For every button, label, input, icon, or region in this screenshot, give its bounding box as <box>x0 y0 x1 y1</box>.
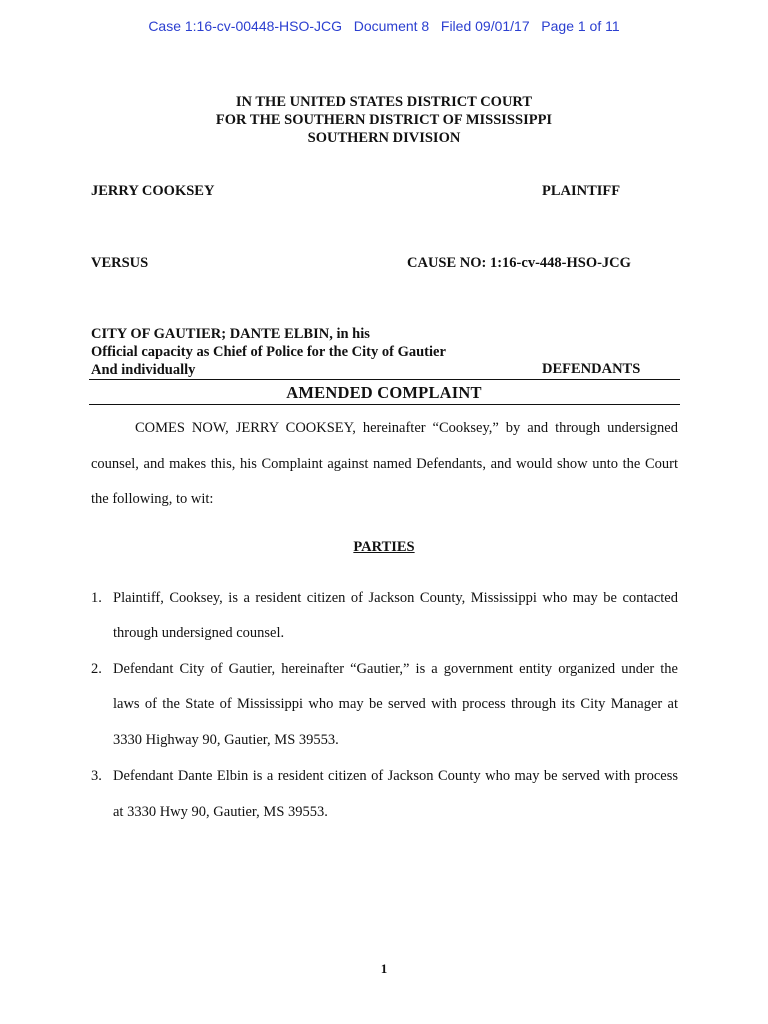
filed-date: Filed 09/01/17 <box>440 18 530 34</box>
title-rule-top <box>89 379 680 380</box>
page-count: Page 1 of 11 <box>541 18 620 34</box>
party-1-number: 1. <box>91 590 102 606</box>
defendants-block <box>91 325 446 379</box>
court-line-3: SOUTHERN DIVISION <box>307 130 461 146</box>
party-2-line-2: laws of the State of Mississippi who may be served with process through its City Manager at <box>113 696 678 712</box>
defendant-line-1: CITY OF GAUTIER; DANTE ELBIN, in his <box>91 326 370 342</box>
party-2-line-1: Defendant City of Gautier, hereinafter “Gautier,” is a government entity organized under the <box>113 661 678 677</box>
party-3-line-2: at 3330 Hwy 90, Gautier, MS 39553. <box>113 804 328 820</box>
document-number: Document 8 <box>353 18 430 34</box>
party-3-number: 3. <box>91 768 102 784</box>
intro-line-3: the following, to wit: <box>91 491 214 507</box>
parties-heading: PARTIES <box>353 539 415 555</box>
document-title: AMENDED COMPLAINT <box>286 383 482 402</box>
cause-number: CAUSE NO: 1:16-cv-448-HSO-JCG <box>407 255 631 271</box>
plaintiff-name: JERRY COOKSEY <box>91 183 215 199</box>
court-line-2: FOR THE SOUTHERN DISTRICT OF MISSISSIPPI <box>215 112 553 128</box>
case-number: Case 1:16-cv-00448-HSO-JCG <box>148 18 343 34</box>
court-heading <box>0 93 768 147</box>
versus-label: VERSUS <box>91 255 149 271</box>
plaintiff-label: PLAINTIFF <box>542 183 621 199</box>
party-2-number: 2. <box>91 661 102 677</box>
intro-line-1: COMES NOW, JERRY COOKSEY, hereinafter “Cooksey,” by and through undersigned <box>135 420 678 436</box>
party-1-line-1: Plaintiff, Cooksey, is a resident citizen of Jackson County, Mississippi who may be contacted <box>113 590 678 606</box>
court-line-1: IN THE UNITED STATES DISTRICT COURT <box>235 94 533 110</box>
party-3-line-1: Defendant Dante Elbin is a resident citizen of Jackson County who may be served with process <box>113 768 678 784</box>
title-rule-bottom <box>89 404 680 405</box>
defendants-label: DEFENDANTS <box>542 361 641 377</box>
party-1-line-2: through undersigned counsel. <box>113 625 285 641</box>
intro-line-2: counsel, and makes this, his Complaint against named Defendants, and would show unto the Court <box>91 456 678 472</box>
ecf-header-stamp <box>0 18 768 34</box>
defendant-line-2: Official capacity as Chief of Police for the City of Gautier <box>91 344 446 360</box>
page-number: 1 <box>380 961 388 976</box>
defendant-line-3: And individually <box>91 362 196 378</box>
party-2-line-3: 3330 Highway 90, Gautier, MS 39553. <box>113 732 339 748</box>
